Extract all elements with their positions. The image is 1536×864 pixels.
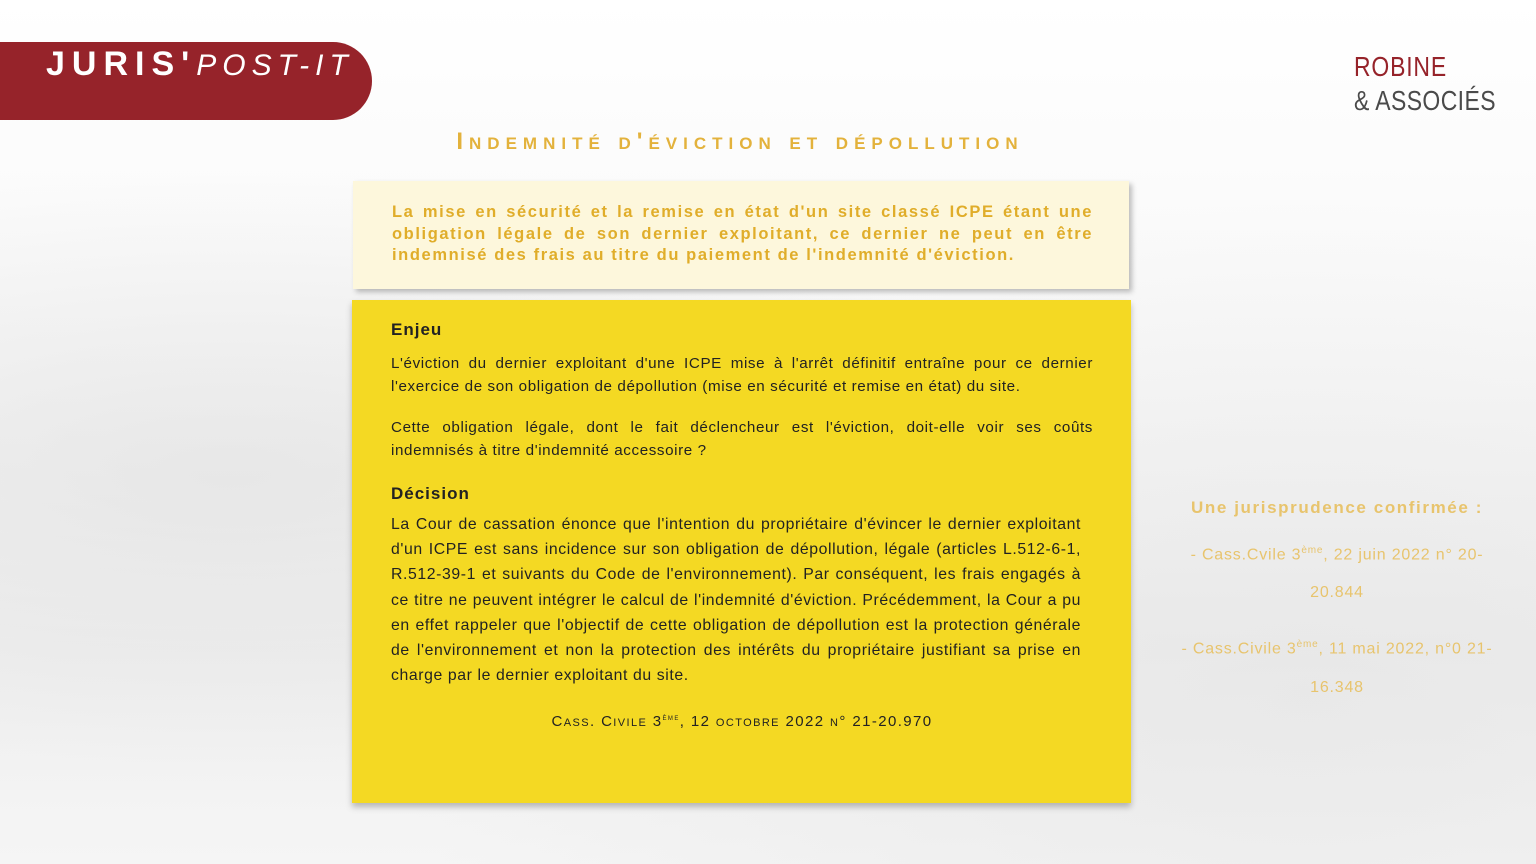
badge-post-it-label: POST-IT xyxy=(196,49,354,82)
summary-box: La mise en sécurité et la remise en état d'un site classé ICPE étant une obligation légale de son dernier exploitant, ce dernier ne peut en être indemnisé des frais au titre du paiement de l'indemnité d'éviction. xyxy=(353,181,1129,289)
enjeu-paragraph-2: Cette obligation légale, dont le fait déclencheur est l'éviction, doit-elle voir ses coûts indemnisés à titre d'indemnité accessoire ? xyxy=(391,419,1093,459)
enjeu-paragraph-1: L'éviction du dernier exploitant d'une ICPE mise à l'arrêt définitif entraîne pour ce dernier l'exercice de son obligation de dépollution (mise en sécurité et remise en état) du site. xyxy=(391,355,1093,395)
badge-juris-label: JURIS' xyxy=(46,45,197,83)
item-2-suffix: , 11 mai 2022, n°0 21-16.348 xyxy=(1310,640,1493,696)
case-reference-sup: ème xyxy=(662,712,680,723)
robine-associes-logo xyxy=(1354,50,1527,118)
page-title: Indemnité d'éviction et dépollution xyxy=(456,128,1024,155)
logo-line-robine: ROBINE xyxy=(1354,51,1447,82)
decision-paragraph: La Cour de cassation énonce que l'intention du propriétaire d'évincer le dernier exploitant d'un ICPE est sans incidence sur son obligation de dépollution, légale (articles L.512-6-1, R.512-39-1 et suivants du Code de l'environnement). Par conséquent, les frais engagés à ce titre ne peuvent intégrer le calcul de l'indemnité d'éviction. Précédemment, la Cour a pu en effet rappeler que l'objectif de cette obligation de dépollution est la protection générale de l'environnement et non la protection des intérêts du propriétaire justifiant sa prise en charge par le dernier exploitant du site. xyxy=(391,516,1081,685)
logo-line-associes: & ASSOCIÉS xyxy=(1354,85,1496,116)
jurisprudence-item-2 xyxy=(1170,626,1504,706)
item-1-sup: ème xyxy=(1301,545,1324,556)
case-reference xyxy=(391,712,1093,730)
case-reference-suffix: , 12 octobre 2022 n° 21-20.970 xyxy=(679,713,933,731)
jurisprudence-item-1 xyxy=(1170,532,1504,612)
juris-post-it-badge xyxy=(0,42,372,120)
enjeu-heading: Enjeu xyxy=(391,320,443,339)
item-2-prefix: - Cass.Civile 3 xyxy=(1181,640,1297,658)
item-2-sup: ème xyxy=(1296,639,1319,651)
item-1-suffix: , 22 juin 2022 n° 20-20.844 xyxy=(1310,546,1484,602)
jurisprudence-sidebar xyxy=(1170,498,1504,721)
item-1-prefix: - Cass.Cvile 3 xyxy=(1190,546,1302,564)
decision-heading: Décision xyxy=(391,484,470,503)
jurisprudence-title: Une jurisprudence confirmée : xyxy=(1190,498,1483,517)
main-content-box xyxy=(352,300,1131,803)
case-reference-prefix: Cass. Civile 3 xyxy=(551,713,663,731)
